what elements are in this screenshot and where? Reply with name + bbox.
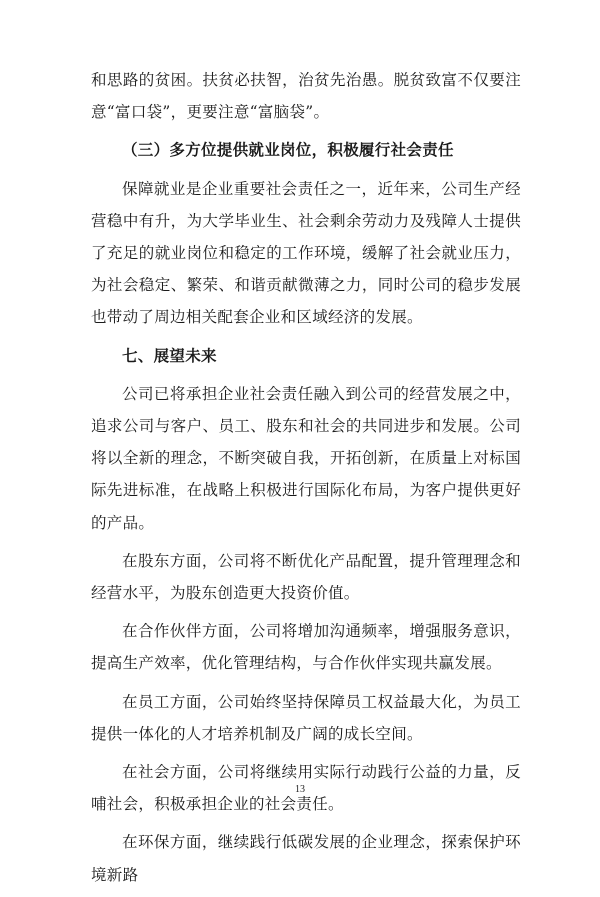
- paragraph-society: 在社会方面，公司将继续用实际行动践行公益的力量，反哺社会，积极承担企业的社会责任。: [91, 763, 521, 814]
- page-number: 13: [295, 784, 305, 795]
- paragraph-environment: 在环保方面，继续践行低碳发展的企业理念，探索保护环境新路: [91, 833, 521, 884]
- paragraph-poverty-wisdom: 和思路的贫困。扶贫必扶智，治贫先治愚。脱贫致富不仅要注意“富口袋”，更要注意“富脑袋”。: [91, 71, 521, 122]
- section-heading-outlook: 七、展望未来: [122, 345, 217, 365]
- paragraph-employees: 在员工方面，公司始终坚持保障员工权益最大化，为员工提供一体化的人才培养机制及广阔的成长空间。: [91, 692, 521, 743]
- paragraph-partners: 在合作伙伴方面，公司将增加沟通频率，增强服务意识，提高生产效率，优化管理结构，与合作伙伴实现共赢发展。: [91, 622, 521, 673]
- page-body: [91, 64, 521, 897]
- paragraph-outlook-intro: 公司已将承担企业社会责任融入到公司的经营发展之中，追求公司与客户、员工、股东和社会的共同进步和发展。公司将以全新的理念，不断突破自我，开拓创新，在质量上对标国际先进标准，在战略上积极进行国际化布局，为客户提供更好的产品。: [91, 384, 521, 532]
- paragraph-shareholders: 在股东方面，公司将不断优化产品配置，提升管理理念和经营水平，为股东创造更大投资价值。: [91, 551, 521, 603]
- paragraph-employment: 保障就业是企业重要社会责任之一，近年来，公司生产经营稳中有升，为大学毕业生、社会剩余劳动力及残障人士提供了充足的就业岗位和稳定的工作环境，缓解了社会就业压力，为社会稳定、繁荣、和谐贡献微薄之力，同时公司的稳步发展也带动了周边相关配套企业和区域经济的发展。: [91, 179, 521, 327]
- section-heading-employment: （三）多方位提供就业岗位，积极履行社会责任: [122, 140, 454, 160]
